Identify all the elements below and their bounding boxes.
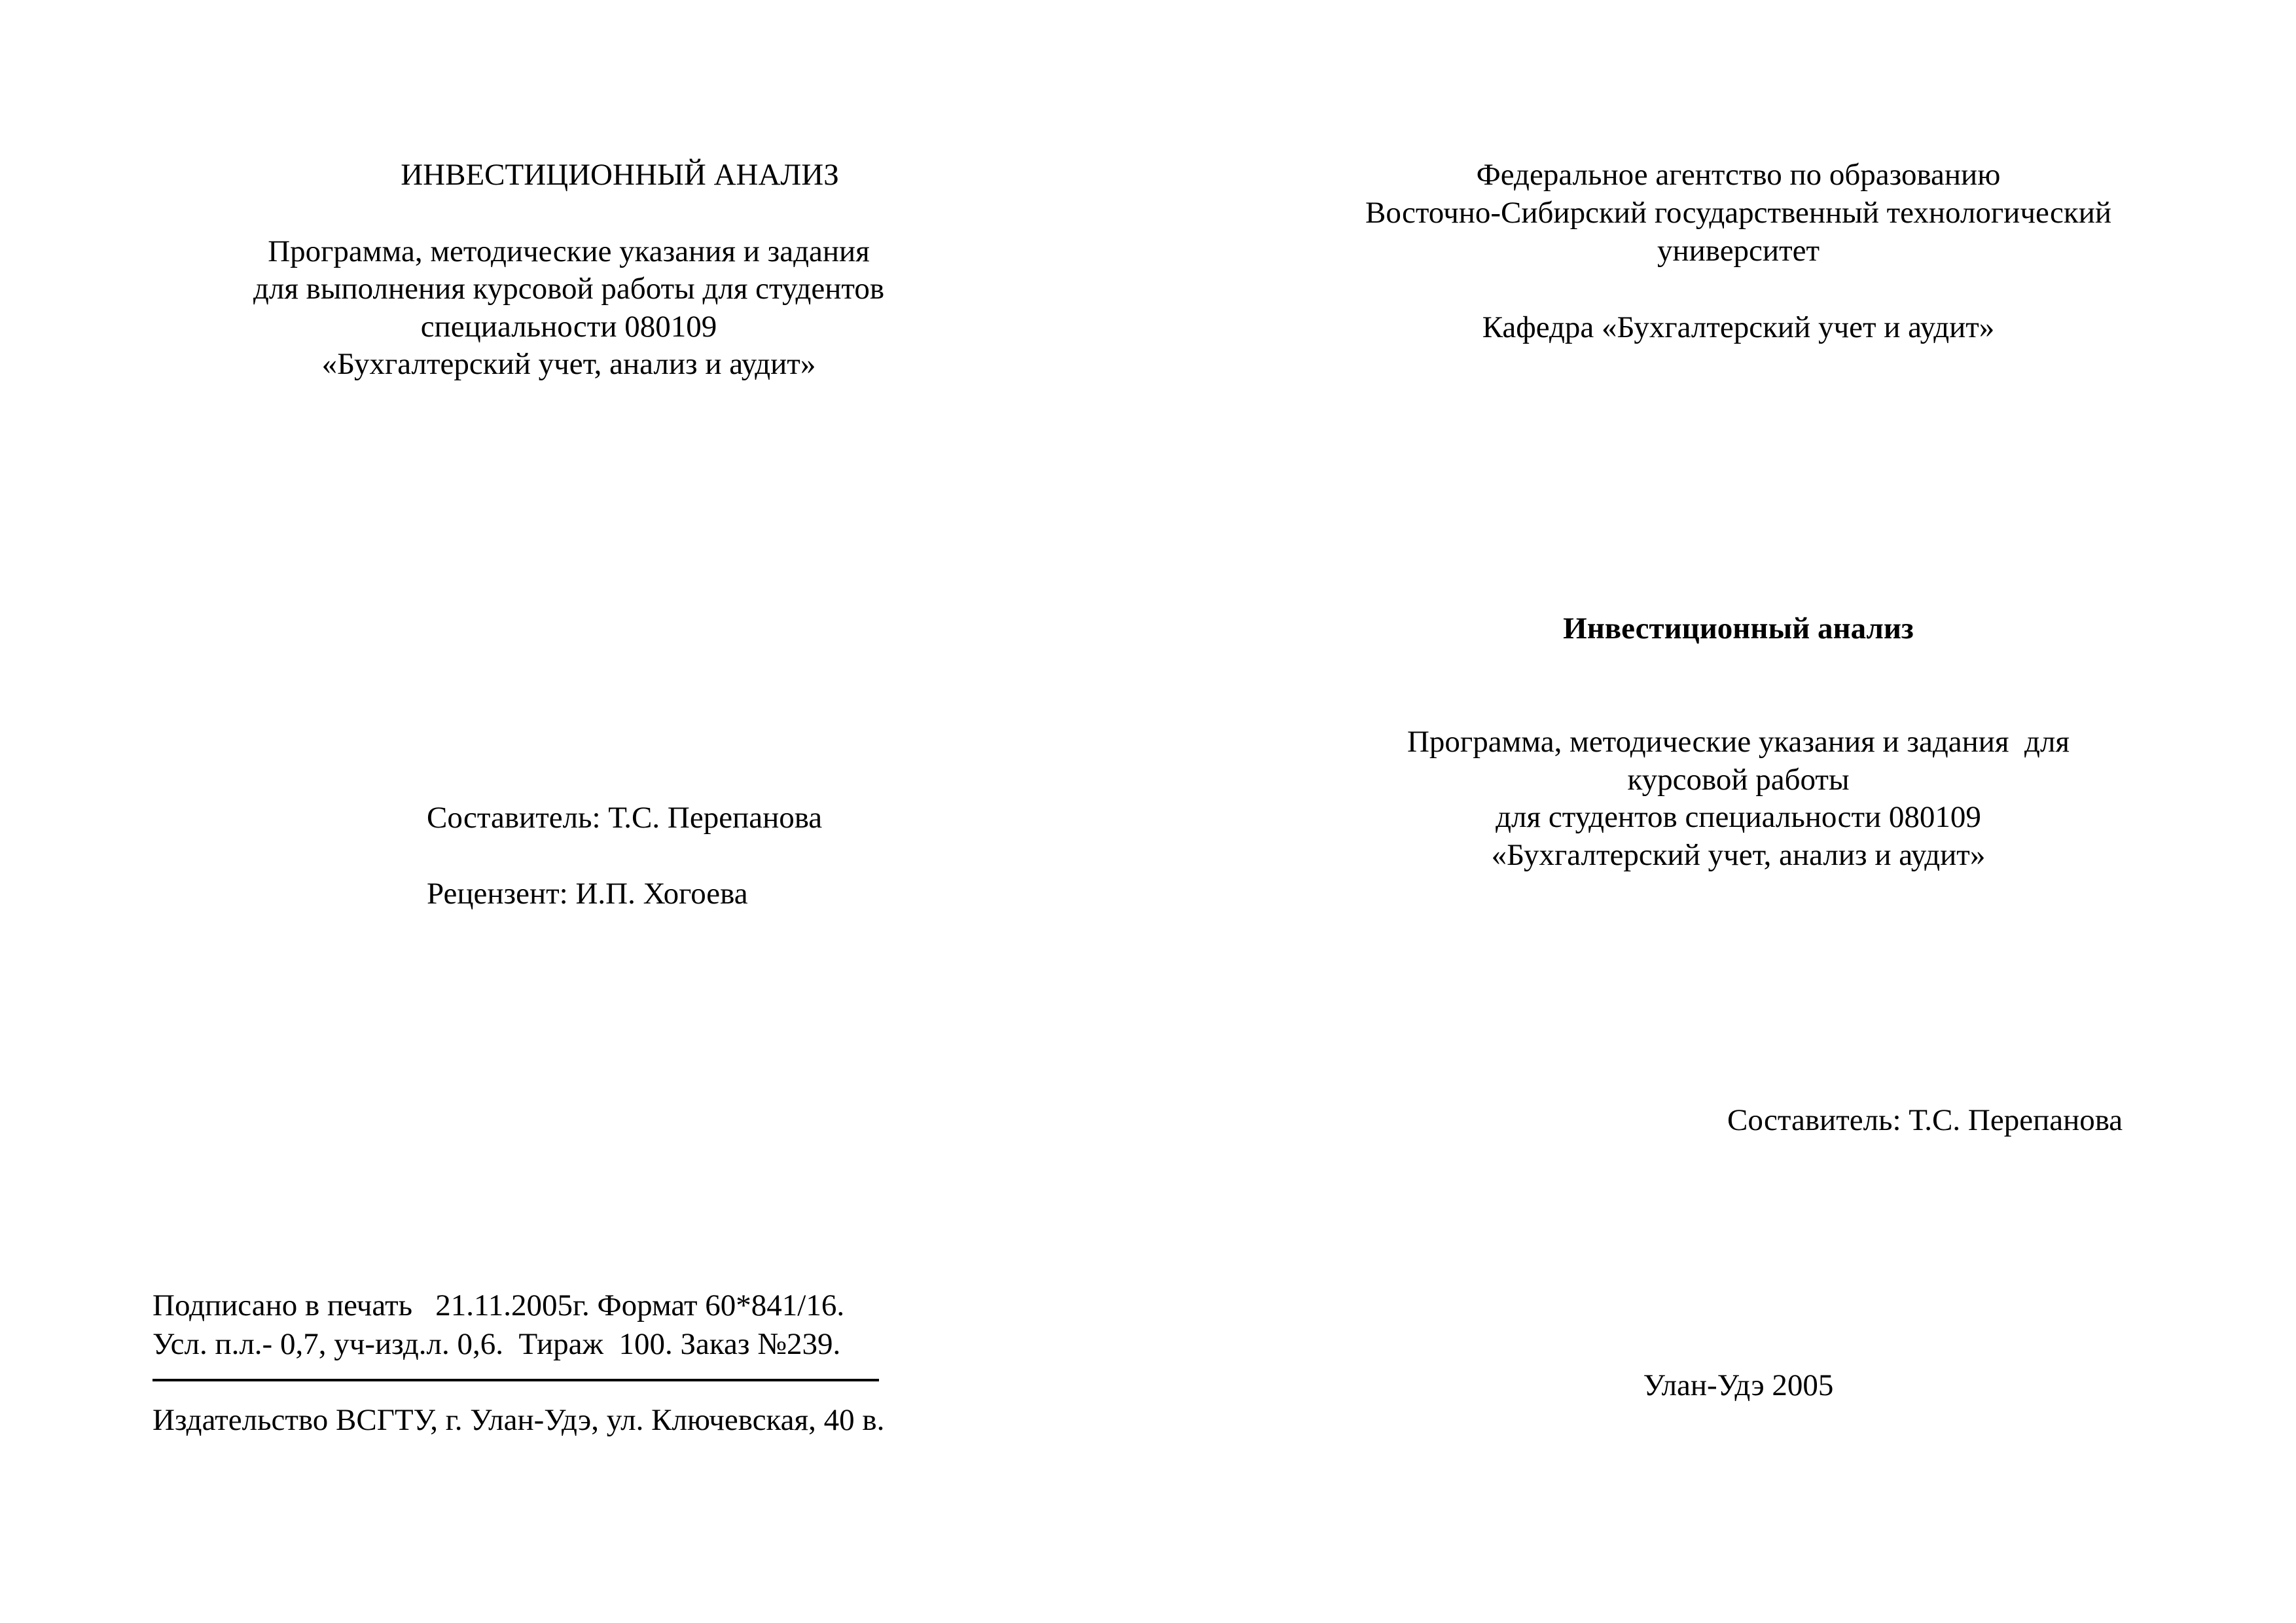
publisher-line: Издательство ВСГТУ, г. Улан-Удэ, ул. Ключевская, 40 в. [152, 1403, 885, 1437]
imprint-line-2: Усл. п.л.- 0,7, уч-изд.л. 0,6. Тираж 100. Заказ №239. [152, 1327, 841, 1361]
left-subtitle-line-1: Программа, методические указания и задания [268, 234, 870, 268]
right-compiler: Составитель: Т.С. Перепанова [1727, 1103, 2123, 1137]
agency-line: Федеральное агентство по образованию [1476, 158, 2001, 192]
imprint-line-1: Подписано в печать 21.11.2005г. Формат 60*841/16. [152, 1288, 845, 1322]
left-title: ИНВЕСТИЦИОННЫЙ АНАЛИЗ [401, 158, 839, 192]
right-subtitle-line-1: Программа, методические указания и задания для [1407, 725, 2070, 759]
university-line-2: университет [1657, 234, 1820, 268]
right-subtitle-line-4: «Бухгалтерский учет, анализ и аудит» [1491, 838, 1986, 872]
left-compiler: Составитель: Т.С. Перепанова [427, 801, 823, 835]
right-page [1148, 0, 2296, 1623]
imprint-divider [152, 1379, 879, 1381]
right-subtitle-line-2: курсовой работы [1627, 763, 1850, 797]
left-reviewer: Рецензент: И.П. Хогоева [427, 877, 748, 911]
university-line-1: Восточно-Сибирский государственный технологический [1365, 196, 2112, 230]
department-line: Кафедра «Бухгалтерский учет и аудит» [1482, 310, 1995, 344]
left-subtitle-line-3: специальности 080109 [420, 310, 717, 344]
left-subtitle-line-4: «Бухгалтерский учет, анализ и аудит» [321, 347, 816, 381]
city-year: Улан-Удэ 2005 [1643, 1368, 1834, 1402]
right-subtitle-line-3: для студентов специальности 080109 [1496, 800, 1981, 834]
right-title: Инвестиционный анализ [1563, 611, 1914, 646]
left-subtitle-line-2: для выполнения курсовой работы для студентов [253, 272, 885, 306]
